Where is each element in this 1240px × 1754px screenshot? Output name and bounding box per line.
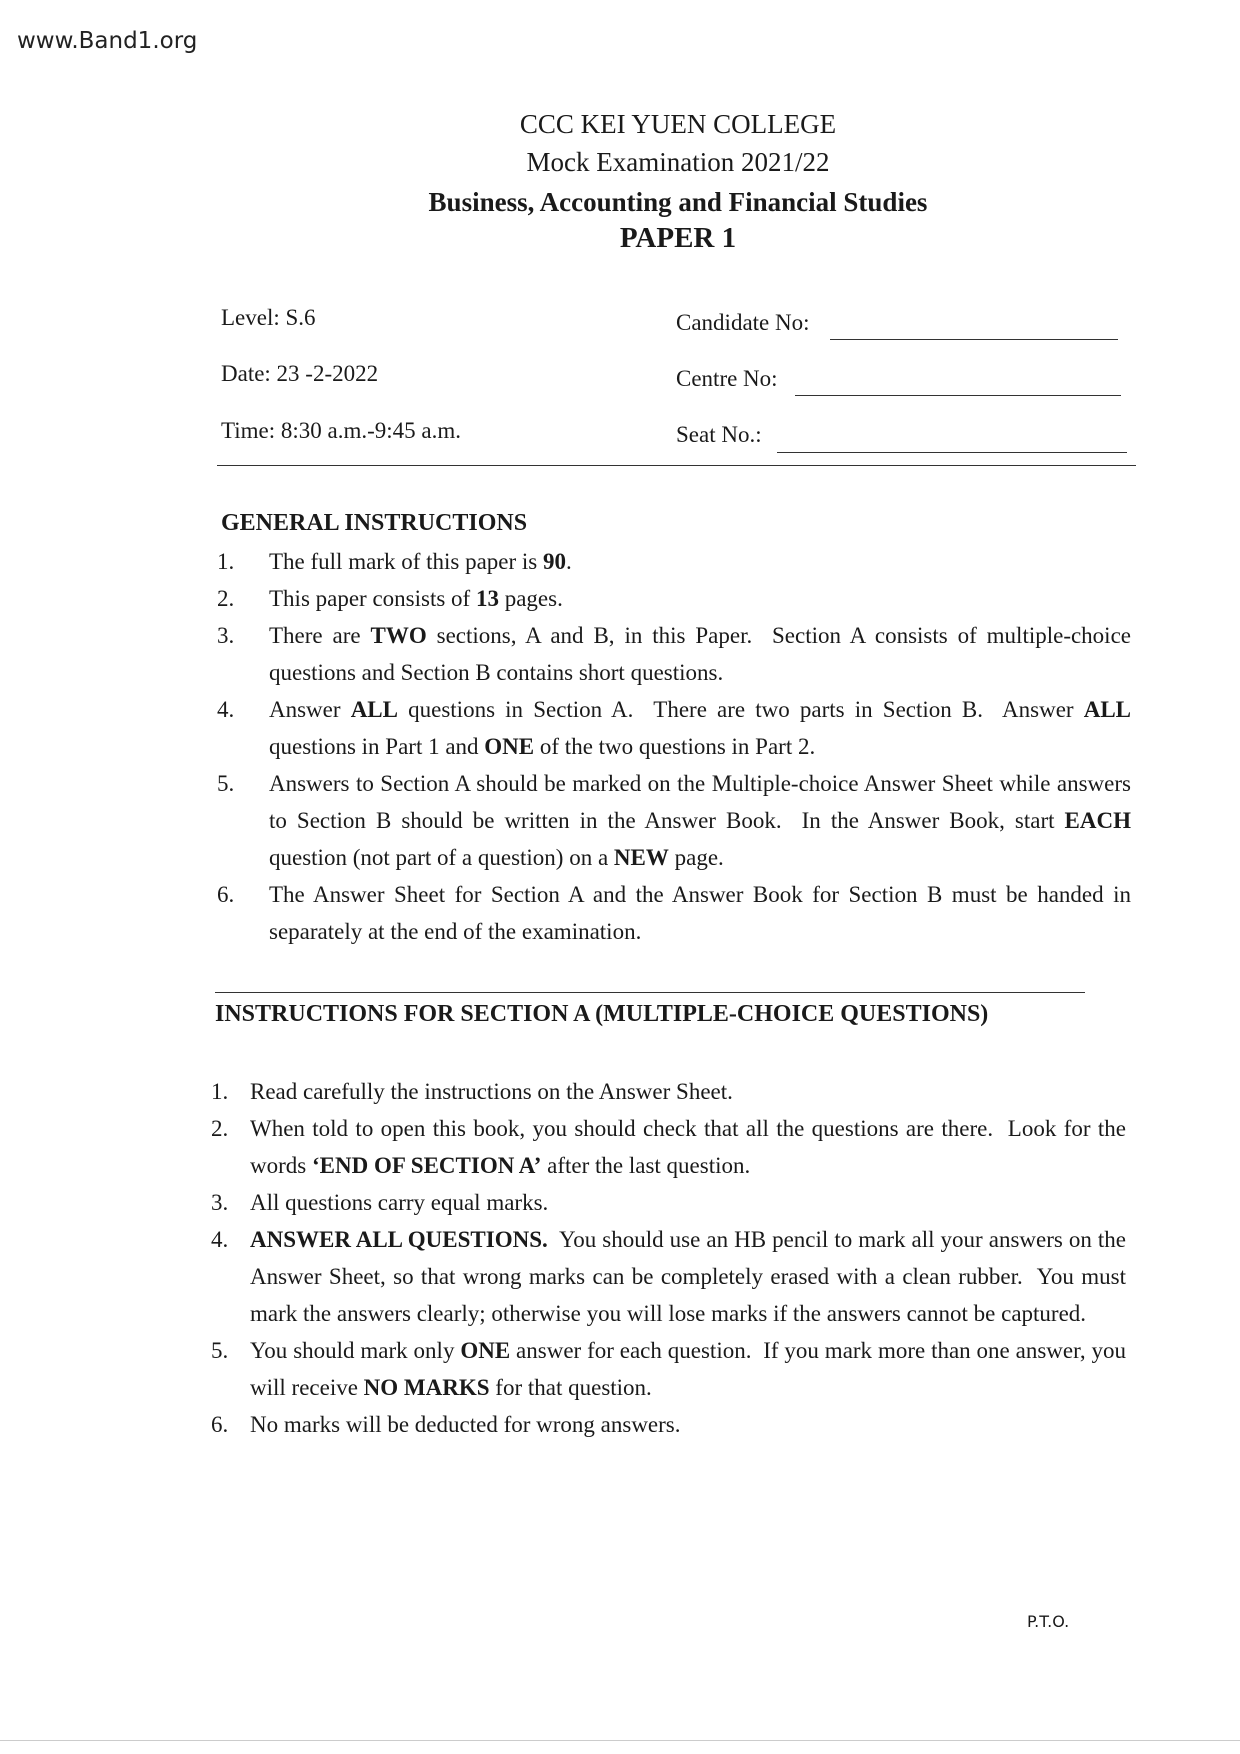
item-text: Answers to Section A should be marked on the Multiple-choice Answer Sheet while answers to Section B should be written in the Answer Book. In the Answer Book, start [269,771,1137,833]
item-text: question (not part of a question) on a [269,808,1137,870]
watermark-url: www.Band1.org [17,28,198,54]
time-text: Time: 8:30 a.m.-9:45 a.m. [221,418,462,443]
instruction-item [211,1110,1132,1184]
item-number: 4. [217,697,235,722]
instruction-item [211,1073,1126,1110]
candidate-no-label: Candidate No: [676,310,810,335]
item-number: 5. [211,1338,229,1363]
emphasis-text: TWO [370,623,427,648]
divider [217,465,1136,466]
item-number: 1. [211,1079,229,1104]
instruction-item [211,1332,1132,1406]
item-text: of the two questions in Part 2. [534,734,816,759]
please-turn-over: P.T.O. [1027,1612,1070,1631]
item-number: 1. [217,549,235,574]
item-number: 2. [211,1116,229,1141]
page-edge [0,1740,1240,1741]
general-instructions-list [217,543,1137,950]
section-a-heading: INSTRUCTIONS FOR SECTION A (MULTIPLE-CHOICE QUESTIONS) [215,1001,989,1027]
emphasis-text: 13 [475,586,499,611]
item-text: You should use an HB pencil to mark all your answers on the Answer Sheet, so that wrong marks can be completely erased with a clean rubber. You must mark the answers clearly; otherwise you will lose marks if the answers cannot be captured. [250,1227,1132,1326]
item-text: pages. [498,586,563,611]
instruction-item [217,765,1137,876]
item-text: for that question. [489,1375,652,1400]
instruction-item [217,543,1131,580]
item-number: 6. [211,1412,229,1437]
item-text: questions in Part 1 and [269,697,1137,759]
seat-no-label: Seat No.: [676,422,762,447]
instruction-item [211,1406,1126,1443]
subject-title: Business, Accounting and Financial Studies [428,187,928,217]
item-text: sections, A and B, in this Paper. Section A consists of multiple-choice questions and Section B contains short questions. [269,623,1137,685]
general-instructions-heading: GENERAL INSTRUCTIONS [221,510,528,536]
section-a-instructions-list [211,1073,1132,1443]
instruction-item [211,1221,1132,1332]
instruction-item [217,580,1131,617]
item-text: page. [668,845,724,870]
instruction-item [217,691,1137,765]
item-text: This paper consists of [269,586,476,611]
item-text: When told to open this book, you should check that all the questions are there. Look for the words [250,1116,1132,1178]
item-text: Answer [269,697,351,722]
paper-title: PAPER 1 [619,222,737,254]
emphasis-text: EACH [1064,808,1131,833]
emphasis-text: ONE [484,734,535,759]
item-text: questions in Section A. There are two parts in Section B. Answer [397,697,1084,722]
item-number: 4. [211,1227,229,1252]
item-text: The full mark of this paper is [269,549,544,574]
emphasis-text: ANSWER ALL QUESTIONS. [250,1227,548,1252]
centre-no-label: Centre No: [676,366,778,391]
emphasis-text: NO MARKS [363,1375,490,1400]
item-text: You should mark only [250,1338,461,1363]
instruction-item [217,617,1137,691]
divider [215,992,1085,993]
emphasis-text: 90 [543,549,567,574]
item-number: 5. [217,771,235,796]
level-text: Level: S.6 [221,305,316,330]
item-text: No marks will be deducted for wrong answers. [250,1412,681,1437]
item-number: 3. [217,623,235,648]
emphasis-text: ALL [350,697,398,722]
candidate-no-field[interactable] [830,339,1118,340]
item-text: after the last question. [541,1153,751,1178]
item-text: answer for each question. If you mark more than one answer, you will receive [250,1338,1132,1400]
item-number: 2. [217,586,235,611]
instruction-item [211,1184,1126,1221]
item-number: 6. [217,882,235,907]
instruction-item [217,876,1137,950]
emphasis-text: ALL [1083,697,1131,722]
emphasis-text: ‘END OF SECTION A’ [311,1153,542,1178]
emphasis-text: NEW [613,845,669,870]
emphasis-text: ONE [460,1338,511,1363]
item-text: There are [269,623,371,648]
date-text: Date: 23 -2-2022 [221,361,379,386]
centre-no-field[interactable] [795,395,1121,396]
item-number: 3. [211,1190,229,1215]
seat-no-field[interactable] [777,452,1127,453]
item-text: Read carefully the instructions on the Answer Sheet. [250,1079,733,1104]
school-name: CCC KEI YUEN COLLEGE [519,109,837,139]
exam-name: Mock Examination 2021/22 [526,147,830,177]
item-text: . [566,549,572,574]
item-text: All questions carry equal marks. [250,1190,549,1215]
item-text: The Answer Sheet for Section A and the Answer Book for Section B must be handed in separately at the end of the examination. [269,882,1137,944]
